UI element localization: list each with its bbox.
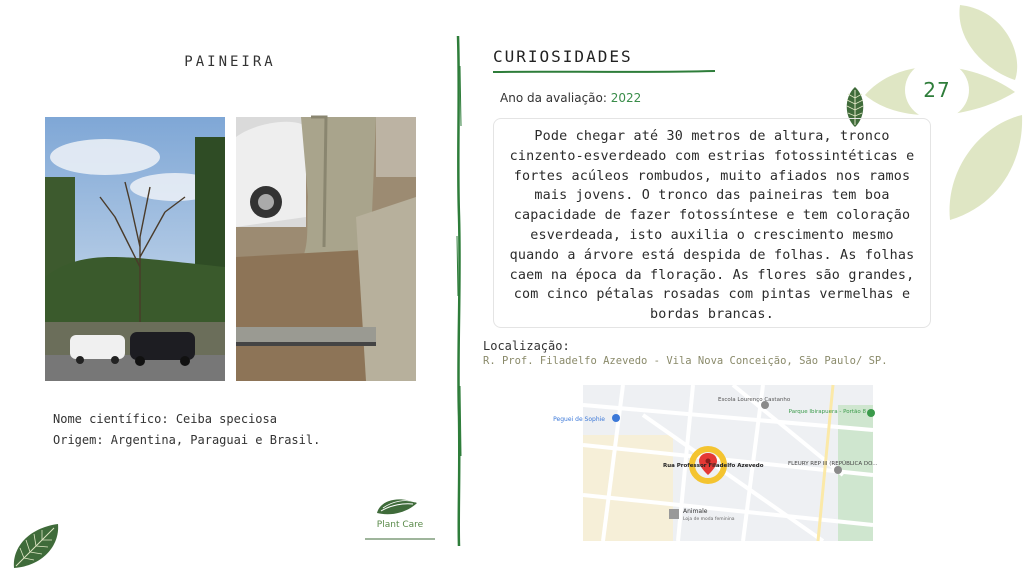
origin: Origem: Argentina, Paraguai e Brasil. [53, 433, 321, 447]
year-label: Ano da avaliação: [500, 91, 607, 105]
location-map[interactable] [553, 385, 878, 541]
location-address: R. Prof. Filadelfo Azevedo - Vila Nova Conceição, São Paulo/ SP. [483, 355, 888, 367]
scientific-name: Nome científico: Ceiba speciosa [53, 412, 277, 426]
map-label-parque: Parque Ibirapuera - Portão 8 [788, 409, 866, 415]
year-value: 2022 [610, 91, 642, 105]
description-box: Pode chegar até 30 metros de altura, tronco cinzento-esverdeado com estrias fotossintéticas e fortes acúleos rombudos, muito afiados nos ramos mais jovens. O tronco das paineiras tem boa capacidade de fazer fotossíntese e tem coloração esverdeada, isto auxilia o crescimento mesmo quando a árvore está despida de folhas. As folhas caem na época da floração. As flores são grandes, com cinco pétalas rosadas com pintas vermelhas e bordas brancas. [493, 118, 931, 328]
map-label-fleury: FLEURY REP III (REPÚBLICA DO... [788, 461, 878, 467]
leaf-icon [10, 520, 62, 572]
map-label-rua: Rua Professor Filadelfo Azevedo [663, 463, 764, 469]
title-underline [493, 69, 715, 75]
logo-text: Plant Care [376, 520, 424, 530]
divider-line [452, 36, 466, 546]
species-title: PAINEIRA [184, 54, 276, 70]
tree-photo [45, 117, 225, 381]
plant-care-logo [365, 493, 435, 541]
map-label-peguei: Peguei de Sophie [553, 416, 605, 423]
map-label-escola: Escola Lourenço Castanho [718, 397, 791, 403]
page-number: 27 [905, 60, 969, 120]
section-title: CURIOSIDADES [493, 47, 633, 66]
map-label-animale: Animale [683, 508, 708, 515]
map-label-animale-sub: Loja de moda feminina [683, 517, 735, 522]
trunk-photo [236, 117, 416, 381]
evaluation-year [500, 91, 641, 105]
location-label: Localização: [483, 339, 570, 353]
